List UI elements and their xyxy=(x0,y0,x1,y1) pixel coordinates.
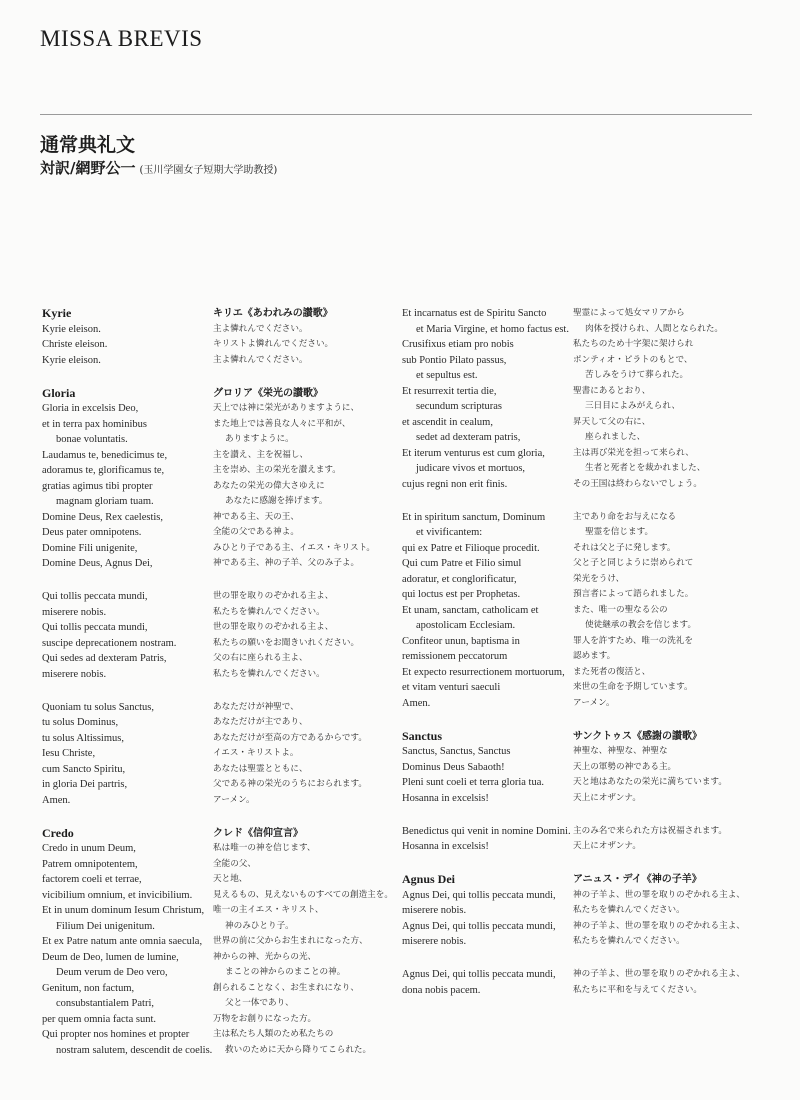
text-line: gratias agimus tibi propter xyxy=(42,480,153,492)
text-line: et Maria Virgine, et homo factus est. xyxy=(416,323,569,335)
text-line: 聖霊を信じます。 xyxy=(585,527,654,537)
text-line: Hosanna in excelsis! xyxy=(402,792,489,804)
text-line: 認めます。 xyxy=(573,651,616,661)
text-line: Kyrie eleison. xyxy=(42,354,101,366)
text-section xyxy=(402,872,572,950)
text-line: Domine Fili unigenite, xyxy=(42,542,138,554)
text-line: Genitum, non factum, xyxy=(42,982,135,994)
text-line: Et in spiritum sanctum, Dominum xyxy=(402,511,546,523)
section-heading: 通常典礼文 xyxy=(40,134,136,156)
text-line: 主のみ名で来られた方は祝福されます。 xyxy=(573,825,728,836)
text-line: また地上では善良な人々に平和が、 xyxy=(213,418,351,429)
text-line: nostram salutem, descendit de coelis. xyxy=(56,1044,213,1056)
text-column-3 xyxy=(402,306,572,998)
text-line: 私たちを憐れんでください。 xyxy=(213,668,325,679)
text-section xyxy=(573,729,758,807)
text-section xyxy=(42,386,202,572)
text-line: cujus regni non erit finis. xyxy=(402,478,508,490)
text-section xyxy=(573,824,758,855)
text-line: tu solus Altissimus, xyxy=(42,732,124,744)
text-line: 栄光をうけ、 xyxy=(573,573,625,584)
text-line: 世の罪を取りのぞかれる主よ、 xyxy=(213,622,334,632)
text-line: Confiteor unun, baptisma in xyxy=(402,635,520,647)
text-line: ポンティオ・ピラトのもとで、 xyxy=(573,354,693,365)
text-line: 神聖な、神聖な、神聖な xyxy=(573,746,668,756)
text-line: あなただけが主であり、 xyxy=(213,717,308,727)
text-line: 主を讃え、主を祝福し、 xyxy=(213,449,309,460)
section-title: クレド《信仰宣言》 xyxy=(213,827,303,839)
text-line: Christe eleison. xyxy=(42,339,108,350)
text-line: みひとり子である主、イエス・キリスト。 xyxy=(213,542,375,553)
text-section xyxy=(402,824,572,855)
section-title: サンクトゥス《感謝の讃歌》 xyxy=(573,730,703,742)
text-line: 主は私たち人類のため私たちの xyxy=(213,1029,334,1039)
text-line: apostolicam Ecclesiam. xyxy=(416,620,516,631)
text-line: sedet ad dexteram patris, xyxy=(416,432,521,443)
text-line: 神の子羊よ、世の罪を取りのぞかれる主よ、 xyxy=(573,889,745,900)
text-line: 主であり命をお与えになる xyxy=(573,511,677,522)
text-line: 世界の前に父からお生まれになった方、 xyxy=(213,936,368,946)
text-line: Qui tollis peccata mundi, xyxy=(42,591,148,602)
text-line: 父と一体であり、 xyxy=(225,998,294,1008)
text-line: Laudamus te, benedicimus te, xyxy=(42,449,168,461)
text-column-4 xyxy=(573,306,758,998)
text-line: キリストよ憐れんでください。 xyxy=(213,339,334,349)
text-section xyxy=(42,700,202,809)
text-line: 私たちを憐れんでください。 xyxy=(573,936,685,946)
text-line: et vivificantem: xyxy=(416,527,483,538)
section-title: Agnus Dei xyxy=(402,872,456,886)
text-column-2 xyxy=(213,306,393,1058)
text-line: Kyrie eleison. xyxy=(42,323,101,335)
document-title: MISSA BREVIS xyxy=(40,26,203,51)
text-line: その王国は終わらないでしょう。 xyxy=(573,478,702,489)
text-line: Benedictus qui venit in nomine Domini. xyxy=(402,825,571,837)
text-line: 神である主、神の子羊、父のみ子よ。 xyxy=(213,558,360,568)
text-line: et in terra pax hominibus xyxy=(42,418,147,430)
text-line: あなたに感謝を捧げます。 xyxy=(225,496,328,506)
text-line: Et in unum dominum Iesum Christum, xyxy=(42,905,205,916)
text-line: Deus pater omnipotens. xyxy=(42,527,142,538)
text-line: Et resurrexit tertia die, xyxy=(402,385,497,397)
text-line: Deum verum de Deo vero, xyxy=(56,967,168,978)
text-line: Et ex Patre natum ante omnia saecula, xyxy=(42,936,203,947)
text-section xyxy=(42,825,213,1059)
text-line: adoramus te, glorificamus te, xyxy=(42,465,165,476)
text-section xyxy=(402,967,572,998)
text-line: Qui propter nos homines et propter xyxy=(42,1029,190,1040)
text-line: 神の子羊よ、世の罪を取りのぞかれる主よ、 xyxy=(573,969,745,979)
text-line: 私たちの願いをお聞きいれください。 xyxy=(213,637,360,648)
text-line: secundum scripturas xyxy=(416,401,503,412)
text-line: アーメン。 xyxy=(213,794,255,805)
text-line: adoratur, et conglorificatur, xyxy=(402,573,517,585)
text-section xyxy=(402,729,572,807)
text-line: それは父と子に発します。 xyxy=(573,542,676,553)
text-line: Pleni sunt coeli et terra gloria tua. xyxy=(402,777,544,788)
text-line: Hosanna in excelsis! xyxy=(402,841,489,852)
text-line: per quem omnia facta sunt. xyxy=(42,1013,157,1025)
text-line: tu solus Dominus, xyxy=(42,717,119,728)
text-line: Gloria in excelsis Deo, xyxy=(42,403,139,414)
text-line: 私たちを憐れんでください。 xyxy=(573,905,685,915)
text-line: Domine Deus, Rex caelestis, xyxy=(42,511,164,523)
text-line: 見えるもの、見えないものすべての創造主を。 xyxy=(213,889,393,900)
text-line: Et expecto resurrectionem mortuorum, xyxy=(402,666,565,678)
section-title: Credo xyxy=(42,825,74,840)
text-line: cum Sancto Spiritu, xyxy=(42,763,126,775)
text-line: 生者と死者とを裁かれました、 xyxy=(585,463,706,473)
text-line: 全能の父、 xyxy=(213,858,256,869)
text-line: ありますように。 xyxy=(225,434,294,444)
text-line: dona nobis pacem. xyxy=(402,984,481,996)
text-line: Dominus Deus Sabaoth! xyxy=(402,761,505,773)
text-section xyxy=(42,306,202,368)
section-title: アニュス・デイ《神の子羊》 xyxy=(573,874,702,885)
text-line: 主よ憐れんでください。 xyxy=(213,323,308,334)
text-line: 創られることなく、お生まれになり、 xyxy=(213,982,359,993)
text-line: 昇天して父の右に、 xyxy=(573,416,651,427)
text-section xyxy=(213,589,393,682)
text-line: イエス・キリストよ。 xyxy=(213,748,299,758)
text-line: consubstantialem Patri, xyxy=(56,998,154,1009)
text-line: miserere nobis. xyxy=(42,606,107,618)
text-line: Sanctus, Sanctus, Sanctus xyxy=(402,746,511,757)
text-line: Amen. xyxy=(402,697,431,709)
text-line: sub Pontio Pilato passus, xyxy=(402,354,507,366)
text-section xyxy=(213,386,393,572)
text-line: et sepultus est. xyxy=(416,370,478,381)
text-line: judicare vivos et mortuos, xyxy=(416,463,526,474)
text-line: 神の子羊よ、世の罪を取りのぞかれる主よ、 xyxy=(573,920,745,931)
text-column-1 xyxy=(42,306,213,1058)
text-line: Agnus Dei, qui tollis peccata mundi, xyxy=(402,920,556,932)
section-title: グロリア《栄光の讃歌》 xyxy=(213,387,323,399)
text-line: 天上にオザンナ。 xyxy=(573,841,641,851)
text-line: 来世の生命を予期しています。 xyxy=(573,682,693,692)
text-line: 唯一の主イエス・キリスト、 xyxy=(213,905,324,915)
text-line: Iesu Christe, xyxy=(42,748,96,759)
text-line: 天と地はあなたの栄光に満ちています。 xyxy=(573,777,727,787)
text-line: suscipe deprecationem nostram. xyxy=(42,637,177,649)
text-line: 私たちのため十字架に架けられ xyxy=(573,339,694,349)
text-line: 天と地、 xyxy=(213,874,248,884)
text-line: 主を崇め、主の栄光を讃えます。 xyxy=(213,465,341,475)
text-line: 全能の父である神よ。 xyxy=(213,527,299,537)
text-line: あなたは聖霊とともに、 xyxy=(213,763,308,774)
text-line: 天上の軍勢の神である主。 xyxy=(573,761,677,772)
translator-credit xyxy=(40,157,277,178)
text-line: 神のみひとり子。 xyxy=(225,920,294,931)
text-section xyxy=(573,872,758,950)
text-line: miserere nobis. xyxy=(402,905,467,916)
header-divider xyxy=(40,114,752,115)
text-line: Et unam, sanctam, catholicam et xyxy=(402,604,539,616)
text-line: 聖霊によって処女マリアから xyxy=(573,308,685,318)
text-line: bonae voluntatis. xyxy=(56,434,128,445)
text-line: 苦しみをうけて葬られた。 xyxy=(585,370,689,380)
text-line: 天上にオザンナ。 xyxy=(573,792,641,803)
text-line: 私たちを憐れんでください。 xyxy=(213,606,325,617)
text-line: vicibilium omnium, et invicibilium. xyxy=(42,889,193,901)
section-title: Gloria xyxy=(42,385,76,400)
text-line: あなただけが至高の方であるからです。 xyxy=(213,732,367,743)
text-line: magnam gloriam tuam. xyxy=(56,496,154,507)
text-line: 主は再び栄光を担って来られ、 xyxy=(573,447,694,458)
text-line: et vitam venturi saeculi xyxy=(402,682,501,693)
text-line: Crusifixus etiam pro nobis xyxy=(402,339,514,350)
section-title: Sanctus xyxy=(402,728,443,743)
text-line: 父である神の栄光のうちにおられます。 xyxy=(213,779,368,789)
text-line: あなたの栄光の偉大さゆえに xyxy=(213,480,325,491)
text-line: Amen. xyxy=(42,794,71,806)
text-line: 万物をお創りになった方。 xyxy=(213,1013,317,1024)
text-line: miserere nobis. xyxy=(402,936,467,947)
text-line: 父と子と同じように崇められて xyxy=(573,558,694,568)
text-line: Et incarnatus est de Spiritu Sancto xyxy=(402,308,547,319)
text-section xyxy=(573,510,758,712)
text-line: 預言者によって語られました。 xyxy=(573,589,694,599)
text-line: 私たちに平和を与えてください。 xyxy=(573,984,702,995)
translator-affiliation: (玉川学園女子短期大学助教授) xyxy=(139,165,278,176)
text-line: remissionem peccatorum xyxy=(402,651,508,662)
text-line: Deum de Deo, lumen de lumine, xyxy=(42,951,179,963)
text-section xyxy=(402,306,572,492)
section-title: キリエ《あわれみの讃歌》 xyxy=(213,308,333,319)
text-section xyxy=(573,967,758,998)
text-line: Quoniam tu solus Sanctus, xyxy=(42,701,154,713)
text-line: Agnus Dei, qui tollis peccata mundi, xyxy=(402,889,556,901)
text-line: Qui sedes ad dexteram Patris, xyxy=(42,653,167,664)
text-section xyxy=(42,589,202,682)
translator-name: 対訳/網野公一 xyxy=(40,159,136,177)
text-line: Et iterum venturus est cum gloria, xyxy=(402,447,545,459)
text-line: Agnus Dei, qui tollis peccata mundi, xyxy=(402,969,556,980)
text-line: Qui cum Patre et Filio simul xyxy=(402,558,522,569)
text-section xyxy=(573,306,758,492)
text-line: あなただけが神聖で、 xyxy=(213,701,299,712)
text-line: Filium Dei unigenitum. xyxy=(56,920,155,932)
text-line: まことの神からのまことの神。 xyxy=(225,967,346,977)
text-line: miserere nobis. xyxy=(42,668,107,680)
text-line: 父の右に座られる主よ、 xyxy=(213,653,308,663)
text-line: 座られました、 xyxy=(585,432,646,442)
text-section xyxy=(402,510,572,712)
section-title: Kyrie xyxy=(42,306,72,320)
text-line: アーメン。 xyxy=(573,697,615,708)
text-line: qui loctus est per Prophetas. xyxy=(402,589,521,600)
text-line: 肉体を授けられ、人間となられた。 xyxy=(585,323,724,334)
text-line: 救いのために天から降りてこられた。 xyxy=(225,1044,372,1055)
text-line: 神である主、天の王、 xyxy=(213,511,299,522)
text-line: Qui tollis peccata mundi, xyxy=(42,622,148,633)
text-line: Domine Deus, Agnus Dei, xyxy=(42,558,153,569)
text-line: 主よ憐れんでください。 xyxy=(213,354,308,365)
text-line: 私は唯一の神を信じます、 xyxy=(213,843,316,853)
text-line: また死者の復活と、 xyxy=(573,666,651,677)
text-line: 使徒継承の教会を信じます。 xyxy=(585,620,697,630)
text-line: in gloria Dei partris, xyxy=(42,779,128,790)
text-line: また、唯一の聖なる公の xyxy=(573,604,668,615)
text-line: qui ex Patre et Filioque procedit. xyxy=(402,542,540,554)
text-line: et ascendit in cealum, xyxy=(402,416,493,428)
text-section xyxy=(213,700,393,809)
text-line: 神からの神、光からの光、 xyxy=(213,951,317,962)
text-line: 三日目によみがえられ、 xyxy=(585,401,681,411)
text-line: factorem coeli et terrae, xyxy=(42,874,142,885)
text-line: Patrem omnipotentem, xyxy=(42,858,138,870)
text-line: 聖書にあるとおり、 xyxy=(573,385,651,396)
text-section xyxy=(213,306,393,368)
text-line: 天上では神に栄光がありますように、 xyxy=(213,403,360,413)
text-line: Credo in unum Deum, xyxy=(42,843,136,854)
text-line: 罪人を許すため、唯一の洗礼を xyxy=(573,635,693,646)
text-line: 世の罪を取りのぞかれる主よ、 xyxy=(213,591,334,601)
text-section xyxy=(213,826,393,1059)
